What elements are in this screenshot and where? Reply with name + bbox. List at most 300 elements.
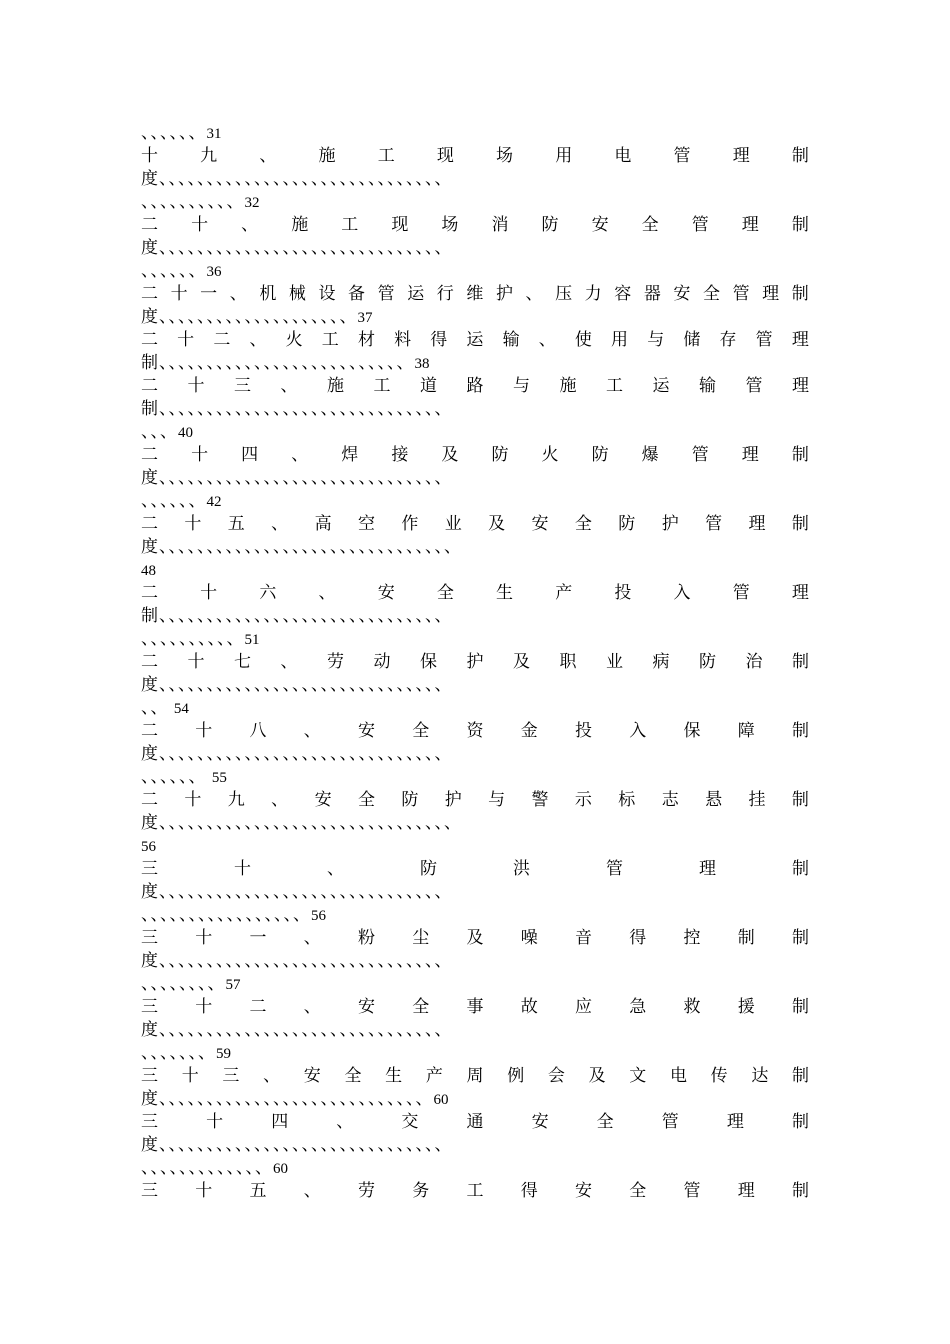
toc-title-char: 防 (618, 514, 636, 534)
toc-title-char: 工 (373, 376, 391, 396)
toc-title-char: 一 (249, 928, 267, 948)
toc-title-char: 、 (525, 284, 543, 304)
toc-title-char: 工 (466, 1181, 484, 1201)
toc-title-char: 、 (303, 1181, 321, 1201)
toc-title-char: 十 (195, 928, 213, 948)
toc-title-char: 防 (699, 652, 716, 672)
toc-title-char: 制 (791, 1112, 809, 1132)
toc-title-char: 五 (227, 514, 245, 534)
toc-page-number: 42 (206, 494, 222, 510)
toc-title-char: 务 (412, 1181, 430, 1201)
toc-title-char: 入 (629, 721, 647, 741)
toc-title-char: 十 (184, 514, 202, 534)
toc-page-number: 38 (414, 356, 430, 372)
toc-entry-title (141, 720, 809, 743)
toc-title-char: 全 (596, 1112, 614, 1132)
toc-title-char: 理 (741, 445, 759, 465)
toc-title-char: 通 (466, 1112, 484, 1132)
toc-title-char: 生 (496, 583, 514, 603)
toc-title-char: 业 (606, 652, 623, 672)
toc-entry-title (141, 214, 809, 237)
toc-title-char: 三 (141, 1181, 158, 1201)
toc-title-char: 三 (141, 997, 158, 1017)
toc-title-char: 工 (321, 330, 339, 350)
toc-title-char: 洪 (513, 859, 530, 879)
toc-title-char: 防 (491, 445, 509, 465)
toc-title-char: 管 (377, 284, 395, 304)
toc-title-char: 生 (385, 1066, 403, 1086)
toc-title-char: 十 (187, 376, 205, 396)
toc-continuation-line: 、、、、、、42 (141, 491, 222, 511)
toc-title-char: 安 (575, 1181, 592, 1201)
toc-title-char: 防 (541, 215, 559, 235)
toc-continuation-line: 、、、、、、 55 (141, 767, 227, 787)
toc-title-char: 十 (181, 1066, 199, 1086)
toc-title-char: 管 (732, 583, 750, 603)
toc-title-char: 制 (792, 997, 809, 1017)
toc-title-char: 管 (732, 284, 750, 304)
toc-title-char: 防 (401, 790, 419, 810)
toc-title-char: 十 (191, 215, 209, 235)
toc-title-char: 职 (559, 652, 577, 672)
toc-title-char: 空 (357, 514, 375, 534)
toc-page-number: 32 (244, 195, 260, 211)
toc-title-char: 理 (748, 514, 766, 534)
toc-title-char: 八 (249, 721, 267, 741)
toc-entry-title (141, 1180, 809, 1203)
toc-entry-title (141, 145, 809, 168)
toc-title-char: 二 (141, 445, 158, 465)
toc-title-char: 达 (751, 1066, 769, 1086)
toc-title-char: 二 (249, 997, 267, 1017)
toc-title-char: 运 (407, 284, 425, 304)
toc-title-char: 全 (412, 721, 430, 741)
toc-leader-line: 度、、、、、、、、、、、、、、、、、、、、、、、、、、、、、、 (141, 675, 453, 695)
toc-title-char: 理 (791, 330, 809, 350)
toc-title-char: 消 (491, 215, 509, 235)
toc-title-char: 器 (643, 284, 661, 304)
toc-page-number: 37 (357, 310, 373, 326)
toc-title-char: 二 (141, 376, 158, 396)
toc-title-char: 管 (755, 330, 773, 350)
toc-title-char: 故 (520, 997, 538, 1017)
toc-title-char: 二 (141, 583, 158, 603)
toc-title-char: 尘 (412, 928, 430, 948)
toc-title-char: 容 (614, 284, 632, 304)
toc-title-char: 火 (541, 445, 559, 465)
toc-title-char: 病 (652, 652, 670, 672)
toc-title-char: 安 (358, 721, 375, 741)
toc-title-char: 事 (466, 997, 484, 1017)
toc-title-char: 二 (141, 790, 158, 810)
toc-title-char: 与 (513, 376, 530, 396)
toc-title-char: 制 (792, 721, 809, 741)
toc-title-char: 十 (195, 1181, 213, 1201)
toc-title-char: 警 (531, 790, 549, 810)
toc-title-char: 储 (683, 330, 701, 350)
toc-page-number: 36 (206, 264, 222, 280)
toc-continuation-line: 、、、、、、、59 (141, 1043, 231, 1063)
toc-title-char: 、 (241, 215, 259, 235)
toc-title-char: 制 (791, 445, 809, 465)
toc-title-char: 理 (741, 215, 759, 235)
toc-title-char: 理 (762, 284, 780, 304)
toc-title-char: 二 (213, 330, 231, 350)
toc-title-char: 十 (141, 146, 158, 166)
toc-title-char: 设 (318, 284, 336, 304)
toc-title-char: 及 (466, 928, 484, 948)
toc-entry-title (141, 858, 809, 881)
toc-title-char: 、 (259, 146, 277, 166)
toc-title-char: 悬 (705, 790, 723, 810)
toc-title-char: 制 (737, 928, 755, 948)
toc-title-char: 、 (538, 330, 556, 350)
toc-title-char: 障 (737, 721, 755, 741)
toc-title-char: 三 (234, 376, 251, 396)
toc-title-char: 制 (791, 146, 809, 166)
toc-title-char: 全 (574, 514, 592, 534)
toc-title-char: 理 (732, 146, 750, 166)
toc-title-char: 劳 (327, 652, 344, 672)
toc-leader-line: 制、、、、、、、、、、、、、、、、、、、、、、、、、、、、、、 (141, 606, 453, 626)
toc-title-char: 得 (430, 330, 448, 350)
toc-page-number: 56 (141, 839, 156, 855)
toc-title-char: 四 (241, 445, 259, 465)
toc-title-char: 施 (291, 215, 309, 235)
toc-title-char: 工 (606, 376, 623, 396)
toc-title-char: 路 (466, 376, 484, 396)
toc-title-char: 施 (327, 376, 344, 396)
toc-page-number: 57 (225, 977, 241, 993)
toc-title-char: 施 (318, 146, 336, 166)
toc-title-char: 材 (357, 330, 375, 350)
toc-title-char: 文 (629, 1066, 647, 1086)
toc-title-char: 保 (420, 652, 437, 672)
toc-title-char: 制 (792, 1181, 809, 1201)
toc-title-char: 管 (691, 445, 709, 465)
toc-page-number: 31 (206, 126, 222, 142)
toc-title-char: 理 (726, 1112, 744, 1132)
toc-title-char: 防 (420, 859, 437, 879)
toc-title-char: 音 (575, 928, 592, 948)
toc-title-char: 管 (606, 859, 623, 879)
toc-leader-line: 度、、、、、、、、、、、、、、、、、、、、、、、、、、、、、、 (141, 744, 453, 764)
toc-title-char: 管 (745, 376, 763, 396)
toc-title-char: 火 (285, 330, 303, 350)
toc-leader-line: 制、、、、、、、、、、、、、、、、、、、、、、、、、、、、、、 (141, 399, 453, 419)
toc-title-char: 管 (673, 146, 691, 166)
toc-title-char: 劳 (358, 1181, 375, 1201)
toc-title-char: 资 (466, 721, 484, 741)
toc-title-char: 、 (280, 376, 298, 396)
toc-title-char: 输 (699, 376, 716, 396)
toc-title-char: 交 (401, 1112, 419, 1132)
toc-title-char: 三 (141, 1066, 158, 1086)
toc-continuation-line: 、、、40 (141, 422, 193, 442)
toc-leader-line: 度、、、、、、、、、、、、、、、、、、、、37 (141, 307, 373, 327)
toc-leader-line: 度、、、、、、、、、、、、、、、、、、、、、、、、、、、、、、 (141, 882, 453, 902)
toc-title-char: 、 (327, 859, 344, 879)
toc-title-char: 与 (488, 790, 506, 810)
toc-title-char: 场 (496, 146, 514, 166)
toc-title-char: 安 (591, 215, 609, 235)
toc-title-char: 二 (141, 721, 158, 741)
toc-continuation-line: 、、、、、、、、、、32 (141, 192, 260, 212)
toc-title-char: 及 (513, 652, 530, 672)
toc-page-number: 51 (244, 632, 260, 648)
toc-title-char: 传 (710, 1066, 728, 1086)
toc-title-char: 制 (791, 514, 809, 534)
toc-leader-line: 度、、、、、、、、、、、、、、、、、、、、、、、、、、、、、、 (141, 1020, 453, 1040)
toc-title-char: 安 (531, 514, 549, 534)
toc-title-char: 理 (699, 859, 716, 879)
toc-title-char: 制 (792, 859, 809, 879)
toc-page-number: 54 (173, 701, 189, 717)
toc-title-char: 十 (206, 1112, 224, 1132)
toc-title-char: 制 (792, 652, 809, 672)
toc-title-char: 标 (618, 790, 636, 810)
toc-title-char: 用 (611, 330, 629, 350)
toc-title-char: 金 (520, 721, 538, 741)
toc-title-char: 、 (303, 721, 321, 741)
toc-title-char: 四 (271, 1112, 289, 1132)
toc-title-char: 管 (661, 1112, 679, 1132)
toc-title-char: 粉 (358, 928, 375, 948)
toc-title-char: 十 (191, 445, 209, 465)
toc-title-char: 业 (444, 514, 462, 534)
toc-title-char: 力 (584, 284, 602, 304)
toc-title-char: 输 (502, 330, 520, 350)
toc-title-char: 械 (288, 284, 306, 304)
toc-title-char: 制 (791, 790, 809, 810)
toc-page-number: 48 (141, 563, 156, 579)
toc-title-char: 全 (412, 997, 430, 1017)
toc-title-char: 现 (391, 215, 409, 235)
toc-title-char: 全 (436, 583, 454, 603)
toc-title-char: 、 (249, 330, 267, 350)
toc-leader-line: 度、、、、、、、、、、、、、、、、、、、、、、、、、、、、、、 (141, 169, 453, 189)
toc-title-char: 十 (200, 583, 218, 603)
toc-title-char: 十 (234, 859, 251, 879)
toc-leader-line: 度、、、、、、、、、、、、、、、、、、、、、、、、、、、、60 (141, 1089, 449, 1109)
toc-title-char: 三 (141, 1112, 158, 1132)
toc-title-char: 全 (641, 215, 659, 235)
toc-title-char: 十 (195, 721, 213, 741)
toc-title-char: 得 (629, 928, 647, 948)
toc-title-char: 安 (673, 284, 691, 304)
toc-title-char: 挂 (748, 790, 766, 810)
toc-leader-line: 度、、、、、、、、、、、、、、、、、、、、、、、、、、、、、、 (141, 468, 453, 488)
toc-entry-title (141, 1065, 809, 1088)
toc-title-char: 施 (559, 376, 577, 396)
toc-continuation-line: 、、、、、、、、、、、、、60 (141, 1158, 288, 1178)
toc-title-char: 二 (141, 514, 158, 534)
toc-title-char: 护 (466, 652, 484, 672)
toc-title-char: 保 (683, 721, 701, 741)
toc-entry-title (141, 329, 809, 352)
toc-title-char: 管 (705, 514, 723, 534)
toc-title-char: 投 (575, 721, 592, 741)
toc-title-char: 周 (466, 1066, 484, 1086)
toc-title-char: 二 (141, 652, 158, 672)
toc-leader-line: 度、、、、、、、、、、、、、、、、、、、、、、、、、、、、、、、 (141, 537, 462, 557)
toc-title-char: 、 (303, 997, 321, 1017)
toc-entry-title (141, 1111, 809, 1134)
toc-title-char: 动 (373, 652, 391, 672)
toc-title-char: 十 (184, 790, 202, 810)
toc-title-char: 管 (691, 215, 709, 235)
toc-title-char: 一 (200, 284, 218, 304)
toc-entry-title (141, 996, 809, 1019)
toc-title-char: 、 (271, 514, 289, 534)
toc-title-char: 、 (303, 928, 321, 948)
toc-title-char: 护 (661, 514, 679, 534)
toc-title-char: 存 (719, 330, 737, 350)
toc-title-char: 三 (141, 928, 158, 948)
toc-title-char: 制 (792, 928, 809, 948)
toc-entry-title (141, 927, 809, 950)
toc-title-char: 全 (344, 1066, 362, 1086)
toc-entry-title (141, 651, 809, 674)
toc-leader-line: 度、、、、、、、、、、、、、、、、、、、、、、、、、、、、、、 (141, 1135, 453, 1155)
toc-title-char: 志 (661, 790, 679, 810)
toc-entry-title (141, 283, 809, 306)
toc-title-char: 急 (629, 997, 647, 1017)
toc-title-char: 十 (195, 997, 213, 1017)
toc-title-char: 投 (614, 583, 632, 603)
toc-title-char: 安 (358, 997, 375, 1017)
toc-continuation-line: 、、、、、、、、、、、、、、、、、56 (141, 905, 326, 925)
toc-title-char: 控 (683, 928, 701, 948)
toc-title-char: 安 (531, 1112, 549, 1132)
toc-title-char: 二 (141, 215, 158, 235)
toc-title-char: 现 (436, 146, 454, 166)
toc-title-char: 理 (792, 376, 809, 396)
toc-title-char: 、 (318, 583, 336, 603)
toc-entry-title (141, 789, 809, 812)
toc-continuation-line: 、、、、、、、、、、51 (141, 629, 260, 649)
toc-title-char: 全 (357, 790, 375, 810)
toc-page-number: 55 (211, 770, 227, 786)
toc-title-char: 与 (647, 330, 665, 350)
toc-title-char: 示 (574, 790, 592, 810)
toc-title-char: 高 (314, 514, 332, 534)
toc-title-char: 爆 (641, 445, 659, 465)
toc-title-char: 、 (271, 790, 289, 810)
toc-page-number: 60 (273, 1161, 288, 1177)
toc-title-char: 及 (588, 1066, 606, 1086)
toc-title-char: 五 (249, 1181, 267, 1201)
toc-entry-title (141, 375, 809, 398)
toc-title-char: 管 (683, 1181, 701, 1201)
toc-leader-line: 度、、、、、、、、、、、、、、、、、、、、、、、、、、、、、、 (141, 238, 453, 258)
toc-entry-title (141, 513, 809, 536)
toc-title-char: 场 (441, 215, 459, 235)
toc-title-char: 七 (234, 652, 251, 672)
toc-page-number: 60 (433, 1092, 449, 1108)
toc-title-char: 二 (141, 330, 158, 350)
toc-title-char: 会 (547, 1066, 565, 1086)
toc-title-char: 六 (259, 583, 277, 603)
toc-entry-title (141, 444, 809, 467)
toc-title-char: 备 (348, 284, 366, 304)
toc-title-char: 机 (259, 284, 277, 304)
toc-title-char: 焊 (341, 445, 359, 465)
toc-entry-title (141, 582, 809, 605)
toc-title-char: 援 (737, 997, 755, 1017)
toc-title-char: 维 (466, 284, 484, 304)
toc-title-char: 二 (141, 284, 158, 304)
toc-title-char: 噪 (520, 928, 538, 948)
toc-page-number: 40 (178, 425, 193, 441)
toc-page-number: 56 (311, 908, 326, 924)
toc-title-char: 应 (575, 997, 592, 1017)
toc-title-char: 护 (495, 284, 513, 304)
toc-title-char: 三 (141, 859, 158, 879)
toc-title-char: 工 (377, 146, 395, 166)
toc-title-char: 运 (652, 376, 670, 396)
toc-title-char: 十 (170, 284, 188, 304)
toc-title-char: 道 (420, 376, 437, 396)
toc-continuation-line (141, 835, 156, 858)
toc-title-char: 制 (791, 215, 809, 235)
toc-title-char: 工 (341, 215, 359, 235)
toc-continuation-line: 、、、、、、36 (141, 261, 222, 281)
toc-title-char: 产 (425, 1066, 443, 1086)
toc-title-char: 电 (614, 146, 632, 166)
toc-title-char: 理 (737, 1181, 755, 1201)
toc-title-char: 十 (177, 330, 195, 350)
toc-leader-line: 制、、、、、、、、、、、、、、、、、、、、、、、、、、38 (141, 353, 430, 373)
toc-title-char: 及 (441, 445, 459, 465)
toc-title-char: 十 (187, 652, 205, 672)
toc-title-char: 安 (377, 583, 395, 603)
toc-title-char: 使 (574, 330, 592, 350)
toc-title-char: 运 (466, 330, 484, 350)
toc-title-char: 安 (303, 1066, 321, 1086)
toc-title-char: 、 (280, 652, 298, 672)
toc-continuation-line: 、、 54 (141, 698, 189, 718)
toc-title-char: 及 (488, 514, 506, 534)
toc-page-number: 59 (216, 1046, 231, 1062)
toc-title-char: 行 (436, 284, 454, 304)
toc-title-char: 得 (520, 1181, 538, 1201)
toc-title-char: 、 (229, 284, 247, 304)
toc-title-char: 制 (792, 1066, 809, 1086)
toc-title-char: 电 (669, 1066, 687, 1086)
toc-title-char: 例 (507, 1066, 525, 1086)
toc-title-char: 治 (745, 652, 763, 672)
toc-title-char: 三 (222, 1066, 240, 1086)
toc-title-char: 理 (791, 583, 809, 603)
toc-title-char: 、 (263, 1066, 281, 1086)
toc-title-char: 护 (444, 790, 462, 810)
toc-title-char: 安 (314, 790, 332, 810)
toc-title-char: 入 (673, 583, 691, 603)
toc-title-char: 九 (200, 146, 218, 166)
toc-title-char: 料 (394, 330, 412, 350)
toc-title-char: 压 (555, 284, 573, 304)
toc-title-char: 、 (336, 1112, 354, 1132)
toc-title-char: 作 (401, 514, 419, 534)
toc-continuation-line: 、、、、、、、、57 (141, 974, 241, 994)
toc-title-char: 用 (555, 146, 573, 166)
toc-title-char: 产 (555, 583, 573, 603)
toc-continuation-line (141, 559, 156, 582)
toc-leader-line: 度、、、、、、、、、、、、、、、、、、、、、、、、、、、、、、 (141, 951, 453, 971)
toc-title-char: 九 (227, 790, 245, 810)
toc-title-char: 全 (702, 284, 720, 304)
